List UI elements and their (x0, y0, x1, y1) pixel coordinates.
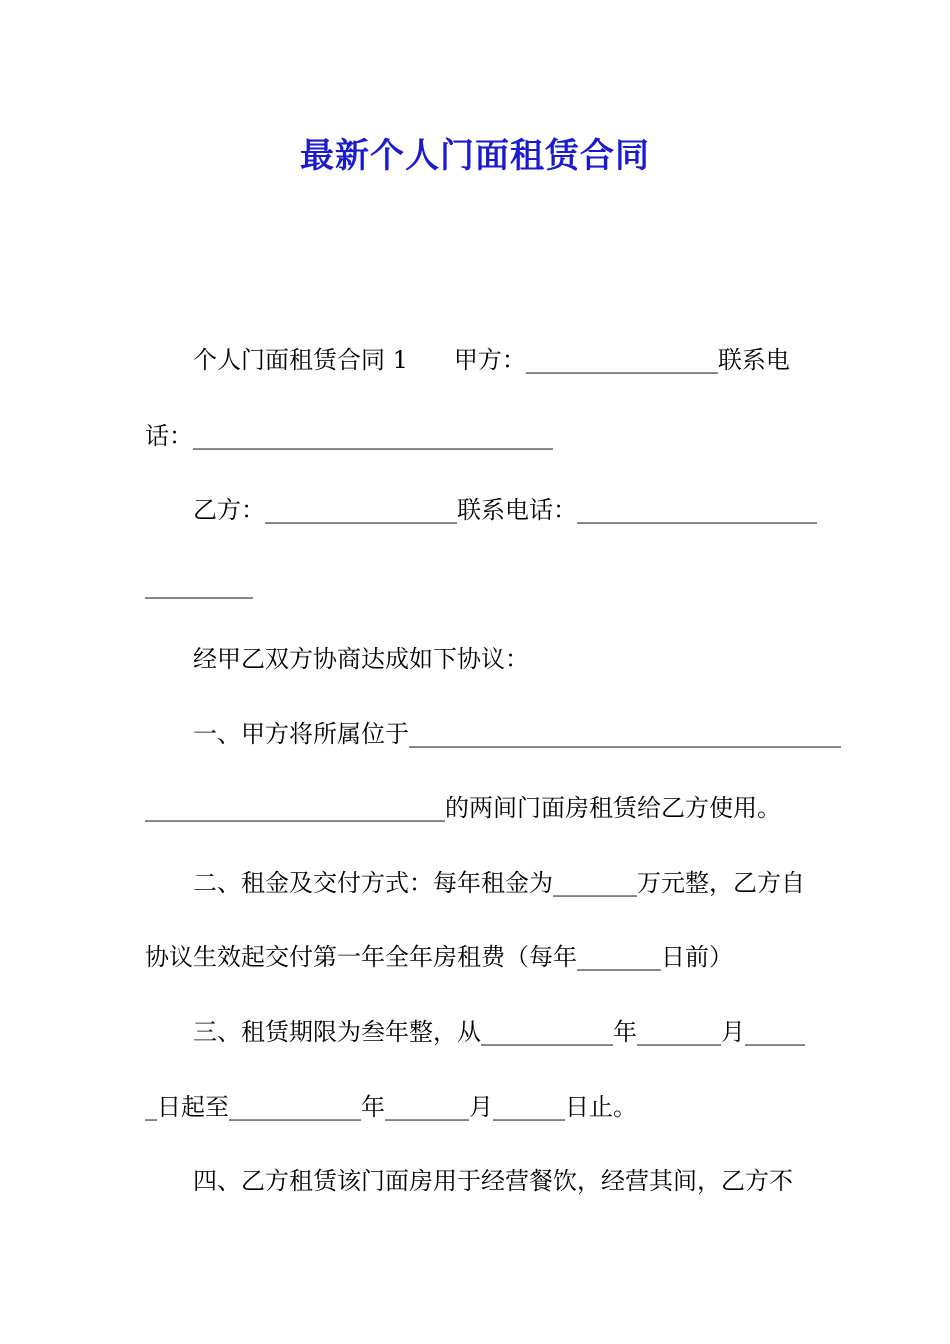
paragraph-line-6: 一、甲方将所属位于____________________________________ (193, 720, 841, 748)
paragraph-line-10: 三、租赁期限为叁年整，从___________年_______月_____ (193, 1018, 805, 1046)
paragraph-line-8: 二、租金及交付方式：每年租金为_______万元整，乙方自 (193, 869, 805, 897)
paragraph-line-11: _日起至___________年_______月______日止。 (145, 1093, 637, 1121)
document-title: 最新个人门面租赁合同 (300, 136, 650, 176)
paragraph-line-12: 四、乙方租赁该门面房用于经营餐饮，经营其间，乙方不 (193, 1167, 793, 1195)
paragraph-line-1 (145, 343, 805, 377)
paragraph-line-3: 乙方：________________联系电话：____________________ (193, 496, 817, 524)
paragraph-line-7: _________________________的两间门面房租赁给乙方使用。 (145, 794, 781, 822)
party-a-text: 甲方：________________联系电 (453, 346, 790, 374)
contract-heading-text: 个人门面租赁合同 1 (193, 346, 408, 374)
paragraph-line-2: 话：______________________________ (145, 422, 553, 450)
paragraph-line-5: 经甲乙双方协商达成如下协议： (193, 645, 529, 673)
paragraph-line-4: _________ (145, 571, 253, 599)
paragraph-line-9: 协议生效起交付第一年全年房租费（每年_______日前） (145, 943, 733, 971)
